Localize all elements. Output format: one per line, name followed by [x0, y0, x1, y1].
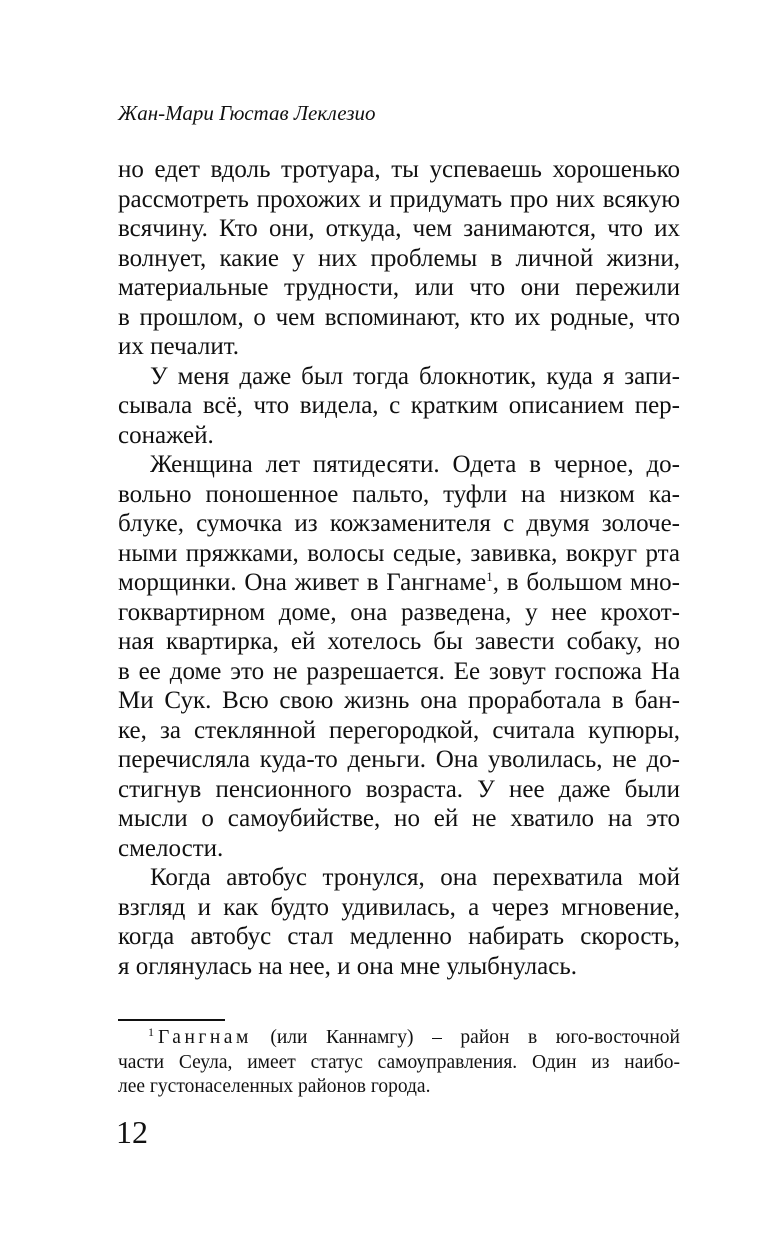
text-line: сонажей.	[118, 421, 214, 449]
text-line: блуке, сумочка из кожзаменителя с двумя золоче-	[118, 510, 680, 537]
text-line: ными пряжками, волосы седые, завивка, вокруг рта	[118, 539, 680, 567]
text-line: я оглянулась на нее, и она мне улыбнулась.	[118, 952, 577, 980]
text-line: рассмотреть прохожих и придумать про них всякую	[118, 185, 680, 213]
text-line: взгляд и как будто удивилась, а через мгновение,	[118, 893, 680, 921]
text-line: сывала всё, что видела, с кратким описанием пер-	[118, 392, 680, 419]
text-line: волнует, какие у них проблемы в личной жизни,	[118, 244, 680, 272]
running-header: Жан-Мари Гюстав Леклезио	[118, 101, 376, 125]
text-line: гоквартирном доме, она разведена, у нее крохот-	[118, 598, 680, 626]
text-line: в ее доме это не разрешается. Ее зовут госпожа На	[118, 657, 680, 685]
body-text	[118, 155, 680, 981]
page-number: 12	[116, 1114, 148, 1150]
text-line: морщинки. Она живет в Гангнаме$^1$, в большом мно-	[118, 569, 680, 596]
text-line: в прошлом, о чем вспоминают, кто их родные, что	[118, 303, 680, 331]
text-line: перечисляла куда-то деньги. Она уволилась, не до-	[118, 746, 680, 773]
footnote-line: части Сеула, имеет статус самоуправления. Один из наибо-	[118, 1051, 680, 1073]
footnote-reference[interactable]: 1	[486, 569, 493, 584]
text-line: Женщина лет пятидесяти. Одета в черное, до-	[150, 451, 680, 478]
text-line: ная квартирка, ей хотелось бы завести собаку, но	[118, 628, 680, 655]
footnote-text: (или Каннамгу) – район в юго-восточной	[251, 1027, 680, 1048]
text-line: смелости.	[118, 834, 224, 862]
footnote-separator	[118, 1019, 225, 1021]
footnote-line: лее густонаселенных районов города.	[118, 1076, 431, 1097]
text-line: Ми Сук. Всю свою жизнь она проработала в бан-	[118, 687, 680, 714]
text-line: но едет вдоль тротуара, ты успеваешь хорошенько	[118, 156, 680, 183]
footnote-term: Гангнам	[158, 1027, 252, 1048]
footnote	[118, 1026, 680, 1100]
text-line: стигнув пенсионного возраста. У нее даже были	[118, 775, 680, 803]
text-line: мысли о самоубийстве, но ей не хватило на это	[118, 805, 680, 832]
text-line: всячину. Кто они, откуда, чем занимаются, что их	[118, 215, 680, 242]
footnote-marker: 1	[148, 1025, 154, 1039]
text-line: когда автобус стал медленно набирать скорость,	[118, 923, 680, 950]
text-line: ке, за стеклянной перегородкой, считала купюры,	[118, 716, 680, 744]
text-line: Когда автобус тронулся, она перехватила мой	[150, 864, 680, 891]
text-line: их печалит.	[118, 333, 240, 360]
text-line: У меня даже был тогда блокнотик, куда я запи-	[150, 362, 680, 390]
text-line: материальные трудности, или что они пережили	[118, 274, 680, 301]
footnote-line	[118, 1026, 680, 1051]
text-line: вольно поношенное пальто, туфли на низком ка-	[118, 480, 680, 508]
